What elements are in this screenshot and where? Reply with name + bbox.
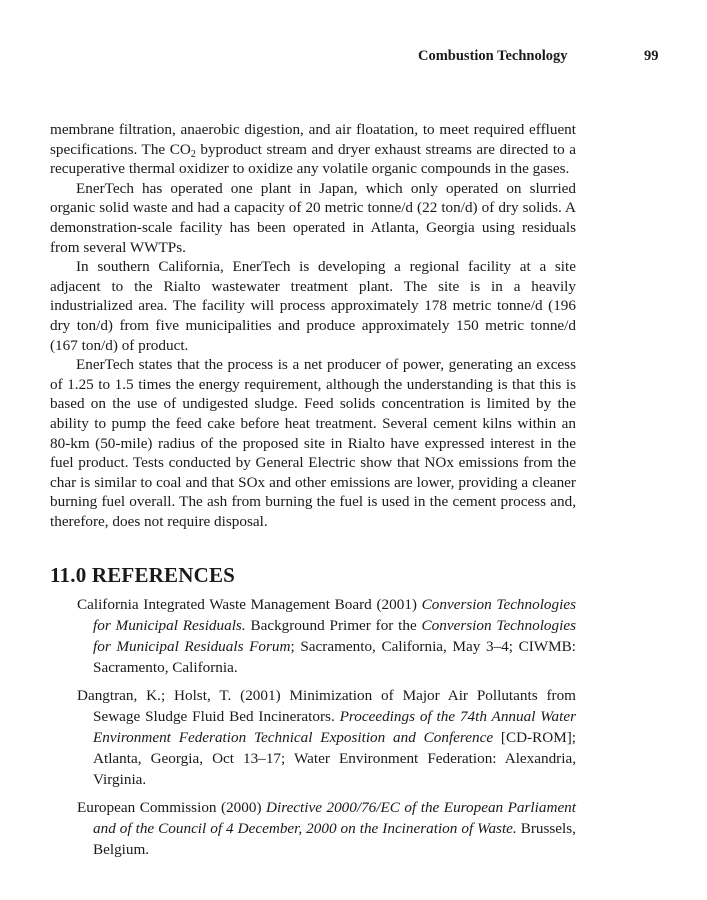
paragraph-1-text-b: byproduct stream and dryer exhaust streams are directed to a recuperative thermal oxidizer to oxidize any volatile organic compounds in the gases. xyxy=(50,140,576,178)
reference-text: California Integrated Waste Management Board (2001) xyxy=(77,596,422,614)
page-header xyxy=(0,48,707,68)
reference-italic-title: Directive 2000/76/EC of the European Parliament and of the Council of 4 December, 2000 on the Incineration of Waste. xyxy=(93,799,576,838)
paragraph-2: EnerTech has operated one plant in Japan, which only operated on slurried organic solid waste and had a capacity of 20 metric tonne/d (22 ton/d) of dry solids. A demonstration-scale facility has been operated in Atlanta, Georgia using residuals from several WWTPs. xyxy=(50,179,576,256)
section-heading: 11.0 REFERENCES xyxy=(50,563,236,588)
reference-italic-title: Proceedings of the 74th Annual Water Environment Federation Technical Exposition and Conference xyxy=(93,708,576,747)
paragraph-3: In southern California, EnerTech is developing a regional facility at a site adjacent to the Rialto wastewater treatment plant. The site is in a heavily industrialized area. The facility will process approximately 178 metric tonne/d (196 dry ton/d) from five municipalities and produce approximately 150 metric tonne/d (167 ton/d) of product. xyxy=(50,258,576,354)
co2-subscript: 2 xyxy=(190,148,196,160)
reference-text: European Commission (2000) xyxy=(77,799,267,817)
reference-text: Background Primer for the xyxy=(245,617,422,635)
reference-item xyxy=(77,685,576,790)
reference-italic-title: Conversion Technologies for Municipal Residuals Forum xyxy=(93,617,576,656)
page-body xyxy=(50,120,576,867)
paragraph-4: EnerTech states that the process is a net producer of power, generating an excess of 1.25 to 1.5 times the energy requirement, although the understanding is that this is based on the use of undigested sludge. Feed solids concentration is limited by the ability to pump the feed cake before heat treatment. Several cement kilns within an 80-km (50-mile) radius of the proposed site in Rialto have expressed interest in the fuel product. Tests conducted by General Electric show that NOx emissions from the char is similar to coal and that SOx and other emissions are lower, providing a cleaner burning fuel overall. The ash from burning the fuel is used in the cement process and, therefore, does not require disposal. xyxy=(50,356,576,530)
reference-list xyxy=(77,594,576,860)
running-title: Combustion Technology xyxy=(418,48,568,64)
reference-item xyxy=(77,594,576,678)
reference-text: ; Sacramento, California, May 3–4; CIWMB: Sacramento, California. xyxy=(93,638,576,677)
reference-italic-title: Conversion Technologies for Municipal Residuals. xyxy=(93,596,576,635)
paragraph-1 xyxy=(50,120,576,179)
reference-text: Dangtran, K.; Holst, T. (2001) Minimization of Major Air Pollutants from Sewage Sludge Fluid Bed Incinerators. xyxy=(77,687,576,726)
reference-item xyxy=(77,797,576,860)
reference-text: Brussels, Belgium. xyxy=(93,820,576,859)
paragraph-1-text-a: membrane filtration, anaerobic digestion, and air floatation, to meet required effluent specifications. The CO xyxy=(50,121,576,158)
reference-text: [CD-ROM]; Atlanta, Georgia, Oct 13–17; Water Environment Federation: Alexandria, Virginia. xyxy=(93,729,576,789)
page-number: 99 xyxy=(644,48,659,64)
